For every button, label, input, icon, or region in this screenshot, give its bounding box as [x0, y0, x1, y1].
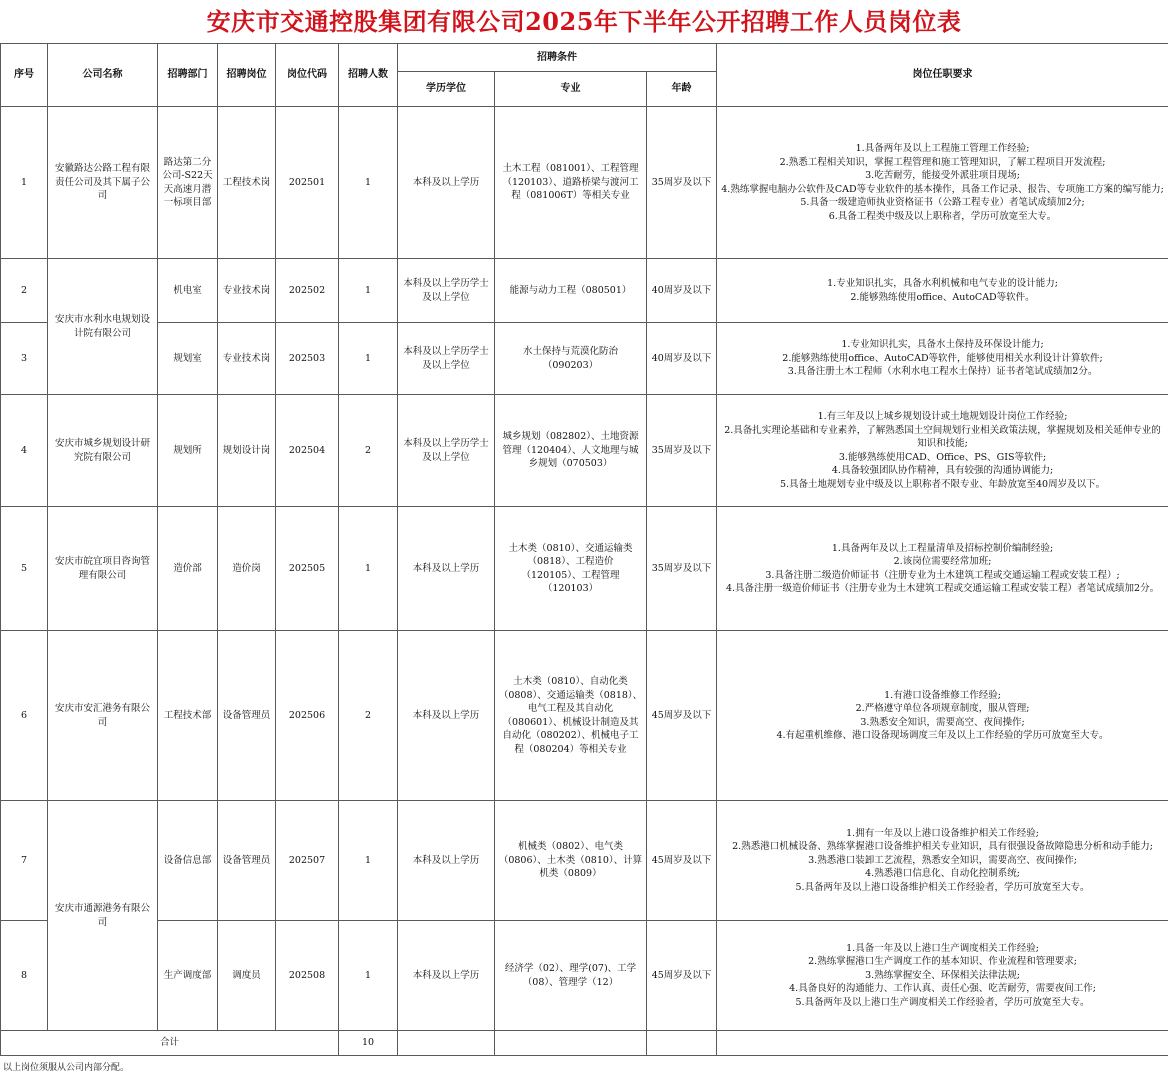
total-row	[1, 1031, 1168, 1056]
header-company: 公司名称	[48, 44, 158, 107]
age-cell: 45周岁及以下	[647, 801, 717, 921]
requirement-line: 3.能够熟练使用CAD、Office、PS、GIS等软件;	[838, 451, 1047, 463]
company-cell: 安徽路达公路工程有限责任公司及其下属子公司	[48, 107, 158, 259]
table-row	[1, 801, 1168, 921]
requirement-line: 1.有港口设备维修工作经验;	[884, 689, 1001, 701]
count-cell: 1	[339, 921, 398, 1031]
empty-cell	[647, 1031, 717, 1056]
position-cell: 设备管理员	[218, 631, 276, 801]
education-cell: 本科及以上学历学士及以上学位	[398, 395, 495, 507]
requirement-line: 1.拥有一年及以上港口设备维护相关工作经验;	[846, 827, 1039, 839]
requirement-line: 3.熟悉港口装卸工艺流程，熟悉安全知识，需要高空、夜间操作;	[808, 854, 1077, 866]
empty-cell	[398, 1031, 495, 1056]
education-cell: 本科及以上学历学士及以上学位	[398, 323, 495, 395]
requirement-line: 3.吃苦耐劳，能接受外派驻项目现场;	[865, 170, 1020, 181]
requirement-line: 4.具备良好的沟通能力、工作认真、责任心强、吃苦耐劳，需要夜间工作;	[789, 983, 1096, 995]
header-row-1	[1, 44, 1168, 72]
position-cell: 工程技术岗	[218, 107, 276, 259]
requirement-line: 4.熟练掌握电脑办公软件及CAD等专业软件的基本操作，具备工作记录、报告、专项施工方案的编写能力;	[721, 183, 1164, 195]
requirement-line: 2.熟悉工程相关知识，掌握工程管理和施工管理知识，了解工程项目开发流程;	[779, 156, 1106, 168]
code-cell: 202507	[276, 801, 339, 921]
seq-cell: 3	[1, 323, 48, 395]
major-cell: 城乡规划（082802）、土地资源管理（120404）、人文地理与城乡规划（070503）	[495, 395, 647, 507]
header-dept: 招聘部门	[158, 44, 218, 107]
header-code: 岗位代码	[276, 44, 339, 107]
requirement-line: 2.该岗位需要经常加班;	[893, 556, 992, 567]
dept-cell: 路达第二分公司-S22天天高速月潜一标项目部	[158, 107, 218, 259]
requirement-line: 5.具备土地规划专业中级及以上职称者不限专业、年龄放宽至40周岁及以下。	[779, 478, 1106, 490]
requirement-line: 5.具备两年及以上港口设备维护相关工作经验者，学历可放宽至大专。	[795, 881, 1090, 893]
education-cell: 本科及以上学历	[398, 507, 495, 631]
code-cell: 202508	[276, 921, 339, 1031]
requirement-line: 2.熟悉港口机械设备、熟练掌握港口设备维护相关专业知识，具有很强设备故障隐患分析和动手能力;	[732, 841, 1153, 853]
requirement-line: 4.具备注册一级造价师证书（注册专业为土木建筑工程或交通运输工程或安装工程）者笔试成绩加2分。	[725, 583, 1160, 594]
requirement-line: 3.熟悉安全知识，需要高空、夜间操作;	[860, 716, 1025, 728]
age-cell: 35周岁及以下	[647, 395, 717, 507]
code-cell: 202503	[276, 323, 339, 395]
table-row	[1, 507, 1168, 631]
recruitment-table	[0, 43, 1168, 1056]
table-row	[1, 323, 1168, 395]
code-cell: 202501	[276, 107, 339, 259]
header-position: 招聘岗位	[218, 44, 276, 107]
company-cell: 安庆市城乡规划设计研究院有限公司	[48, 395, 158, 507]
requirement-line: 4.有起重机维修、港口设备现场调度三年及以上工作经验的学历可放宽至大专。	[776, 730, 1109, 741]
requirement-line: 1.专业知识扎实，具备水利机械和电气专业的设计能力;	[827, 278, 1058, 289]
requirements-cell	[717, 507, 1168, 631]
education-cell: 本科及以上学历学士及以上学位	[398, 259, 495, 323]
count-cell: 1	[339, 801, 398, 921]
count-cell: 2	[339, 395, 398, 507]
count-cell: 1	[339, 107, 398, 259]
page-title: 安庆市交通控股集团有限公司2025年下半年公开招聘工作人员岗位表	[206, 7, 962, 36]
requirements-cell	[717, 259, 1168, 323]
dept-cell: 工程技术部	[158, 631, 218, 801]
major-cell: 土木工程（081001）、工程管理（120103）、道路桥梁与渡河工程（081006T）等相关专业	[495, 107, 647, 259]
code-cell: 202502	[276, 259, 339, 323]
code-cell: 202506	[276, 631, 339, 801]
company-cell: 安庆市安汇港务有限公司	[48, 631, 158, 801]
count-cell: 1	[339, 259, 398, 323]
major-cell: 土木类（0810）、交通运输类（0818）、工程造价（120105）、工程管理（120103）	[495, 507, 647, 631]
dept-cell: 生产调度部	[158, 921, 218, 1031]
requirements-cell	[717, 323, 1168, 395]
empty-cell	[495, 1031, 647, 1056]
header-requirements: 岗位任职要求	[717, 44, 1168, 107]
header-conditions: 招聘条件	[398, 44, 717, 72]
dept-cell: 机电室	[158, 259, 218, 323]
requirement-line: 4.具备较强团队协作精神，具有较强的沟通协调能力;	[831, 465, 1054, 476]
seq-cell: 6	[1, 631, 48, 801]
header-age: 年龄	[647, 72, 717, 107]
requirements-cell	[717, 631, 1168, 801]
requirement-line: 3.熟练掌握安全、环保相关法律法规;	[865, 969, 1020, 981]
company-cell: 安庆市皖宜项目咨询管理有限公司	[48, 507, 158, 631]
table-row	[1, 395, 1168, 507]
requirement-line: 5.具备两年及以上港口生产调度相关工作经验者，学历可放宽至大专。	[795, 996, 1090, 1008]
education-cell: 本科及以上学历	[398, 631, 495, 801]
requirements-cell	[717, 801, 1168, 921]
major-cell: 能源与动力工程（080501）	[495, 259, 647, 323]
requirement-line: 2.能够熟练使用office、AutoCAD等软件，能够使用相关水利设计计算软件;	[782, 352, 1103, 364]
total-label: 合计	[1, 1031, 339, 1056]
education-cell: 本科及以上学历	[398, 107, 495, 259]
count-cell: 2	[339, 631, 398, 801]
age-cell: 40周岁及以下	[647, 259, 717, 323]
requirement-line: 1.具备一年及以上港口生产调度相关工作经验;	[846, 942, 1039, 954]
header-major: 专业	[495, 72, 647, 107]
requirement-line: 3.具备注册二级造价师证书（注册专业为土木建筑工程或交通运输工程或安装工程）;	[765, 569, 1120, 581]
header-education: 学历学位	[398, 72, 495, 107]
major-cell: 土木类（0810）、自动化类（0808）、交通运输类（0818）、电气工程及其自动化（080601）、机械设计制造及其自动化（080202）、机械电子工程（080204）等相关专业	[495, 631, 647, 801]
header-seq: 序号	[1, 44, 48, 107]
table-row	[1, 631, 1168, 801]
age-cell: 45周岁及以下	[647, 921, 717, 1031]
requirement-line: 1.有三年及以上城乡规划设计或土地规划设计岗位工作经验;	[817, 411, 1068, 422]
table-row	[1, 107, 1168, 259]
major-cell: 机械类（0802）、电气类（0806）、土木类（0810）、计算机类（0809）	[495, 801, 647, 921]
requirement-line: 2.严格遵守单位各项规章制度，服从管理;	[855, 703, 1030, 714]
requirement-line: 2.具备扎实理论基础和专业素养，了解熟悉国土空间规划行业相关政策法规，掌握规划及相关延伸专业的知识和技能;	[724, 424, 1161, 449]
age-cell: 35周岁及以下	[647, 507, 717, 631]
requirement-line: 1.专业知识扎实，具备水土保持及环保设计能力;	[841, 339, 1044, 351]
footnote: 以上岗位须服从公司内部分配。	[3, 1063, 130, 1073]
dept-cell: 造价部	[158, 507, 218, 631]
requirement-line: 4.熟悉港口信息化、自动化控制系统;	[865, 868, 1020, 880]
age-cell: 45周岁及以下	[647, 631, 717, 801]
requirement-line: 2.能够熟练使用office、AutoCAD等软件。	[850, 291, 1035, 303]
position-cell: 调度员	[218, 921, 276, 1031]
requirement-line: 2.熟练掌握港口生产调度工作的基本知识、作业流程和管理要求;	[808, 956, 1077, 968]
count-cell: 1	[339, 323, 398, 395]
table-row	[1, 921, 1168, 1031]
requirements-cell	[717, 395, 1168, 507]
education-cell: 本科及以上学历	[398, 921, 495, 1031]
requirement-line: 1.具备两年及以上工程量清单及招标控制价编制经验;	[831, 542, 1054, 554]
total-count: 10	[339, 1031, 398, 1056]
position-cell: 规划设计岗	[218, 395, 276, 507]
company-cell: 安庆市通源港务有限公司	[48, 801, 158, 1031]
position-cell: 专业技术岗	[218, 323, 276, 395]
major-cell: 水土保持与荒漠化防治（090203）	[495, 323, 647, 395]
header-count: 招聘人数	[339, 44, 398, 107]
requirement-line: 1.具备两年及以上工程施工管理工作经验;	[855, 143, 1030, 154]
requirement-line: 6.具备工程类中级及以上职称者，学历可放宽至大专。	[828, 210, 1057, 222]
position-cell: 造价岗	[218, 507, 276, 631]
requirement-line: 5.具备一级建造师执业资格证书（公路工程专业）者笔试成绩加2分;	[800, 197, 1085, 208]
position-cell: 设备管理员	[218, 801, 276, 921]
age-cell: 40周岁及以下	[647, 323, 717, 395]
seq-cell: 1	[1, 107, 48, 259]
dept-cell: 规划所	[158, 395, 218, 507]
seq-cell: 5	[1, 507, 48, 631]
seq-cell: 4	[1, 395, 48, 507]
requirement-line: 3.具备注册土木工程师（水利水电工程水土保持）证书者笔试成绩加2分。	[787, 366, 1098, 378]
major-cell: 经济学（02）、理学(07)、工学（08）、管理学（12）	[495, 921, 647, 1031]
empty-cell	[717, 1031, 1168, 1056]
education-cell: 本科及以上学历	[398, 801, 495, 921]
code-cell: 202504	[276, 395, 339, 507]
count-cell: 1	[339, 507, 398, 631]
seq-cell: 2	[1, 259, 48, 323]
requirements-cell	[717, 921, 1168, 1031]
position-cell: 专业技术岗	[218, 259, 276, 323]
seq-cell: 7	[1, 801, 48, 921]
table-row	[1, 259, 1168, 323]
dept-cell: 设备信息部	[158, 801, 218, 921]
age-cell: 35周岁及以下	[647, 107, 717, 259]
company-cell: 安庆市水利水电规划设计院有限公司	[48, 259, 158, 395]
seq-cell: 8	[1, 921, 48, 1031]
dept-cell: 规划室	[158, 323, 218, 395]
requirements-cell	[717, 107, 1168, 259]
code-cell: 202505	[276, 507, 339, 631]
